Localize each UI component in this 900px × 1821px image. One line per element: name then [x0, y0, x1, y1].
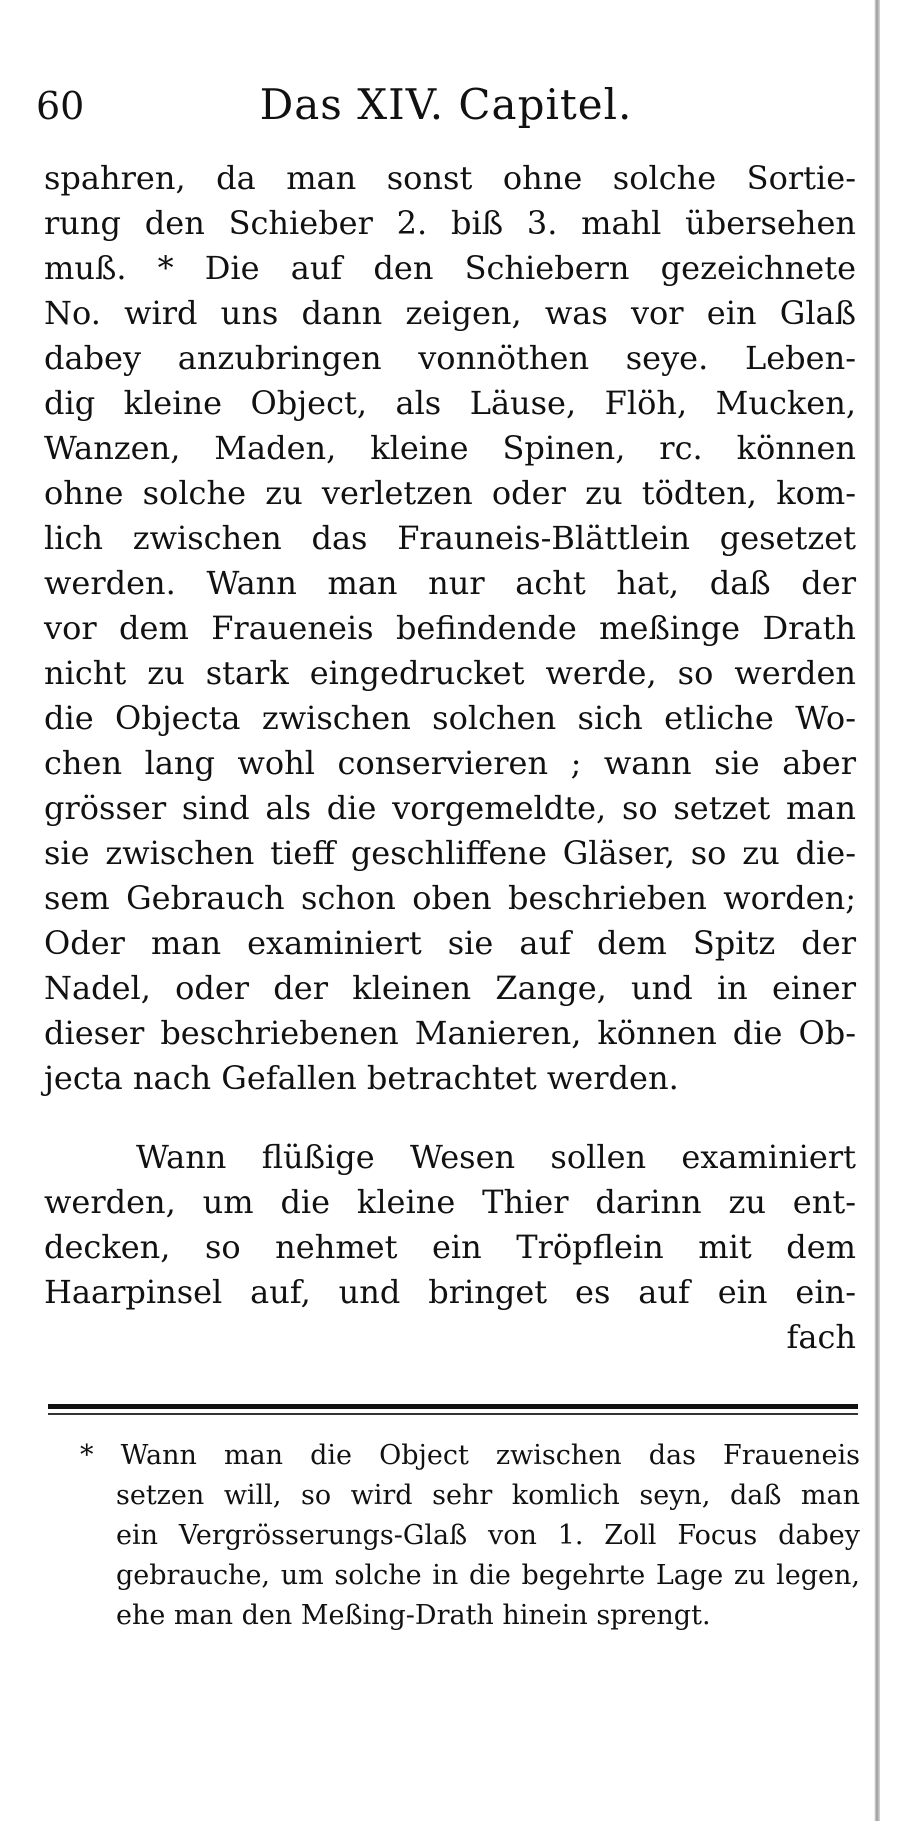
text-line: die Objecta zwischen solchen sich etliche Wo-: [44, 699, 856, 737]
text-line: No. wird uns dann zeigen, was vor ein Glaß: [44, 294, 856, 332]
text-line: decken, so nehmet ein Tröpflein mit dem: [44, 1228, 856, 1266]
footnote-line: * Wann man die Object zwischen das Fraueneis: [80, 1440, 860, 1471]
footnote: [80, 1436, 860, 1636]
text-line: Wann flüßige Wesen sollen examiniert: [136, 1138, 856, 1176]
text-line: chen lang wohl conservieren ; wann sie aber: [44, 744, 856, 782]
text-line: muß. * Die auf den Schiebern gezeichnete: [44, 249, 856, 287]
text-line: Oder man examiniert sie auf dem Spitz der: [44, 924, 856, 962]
footnote-line: setzen will, so wird sehr komlich seyn, daß man: [116, 1480, 860, 1511]
paragraph-2: [44, 1135, 856, 1360]
page-edge-shadow: [874, 0, 880, 1821]
footnote-line: ehe man den Meßing-Drath hinein sprengt.: [116, 1600, 711, 1631]
text-line: sem Gebrauch schon oben beschrieben worden;: [44, 879, 856, 917]
text-line: dieser beschriebenen Manieren, können die Ob-: [44, 1014, 856, 1052]
page-header: [36, 72, 856, 142]
footnote-line: ein Vergrösserungs-Glaß von 1. Zoll Focus dabey: [116, 1520, 860, 1551]
catchword: fach: [786, 1318, 856, 1356]
text-line: rung den Schieber 2. biß 3. mahl übersehen: [44, 204, 856, 242]
text-line: vor dem Fraueneis befindende meßinge Drath: [44, 609, 856, 647]
text-line: werden, um die kleine Thier darinn zu ent-: [44, 1183, 856, 1221]
text-line: Nadel, oder der kleinen Zange, und in einer: [44, 969, 856, 1007]
text-line: Haarpinsel auf, und bringet es auf ein ein-: [44, 1273, 856, 1311]
text-line: ohne solche zu verletzen oder zu tödten, kom-: [44, 474, 856, 512]
text-line: werden. Wann man nur acht hat, daß der: [44, 564, 856, 602]
text-line: grösser sind als die vorgemeldte, so setzet man: [44, 789, 856, 827]
running-title: Das XIV. Capitel.: [259, 80, 633, 129]
text-line: dabey anzubringen vonnöthen seye. Leben-: [44, 339, 856, 377]
footnote-line: gebrauche, um solche in die begehrte Lage zu legen,: [116, 1560, 860, 1591]
text-line: nicht zu stark eingedrucket werde, so werden: [44, 654, 856, 692]
text-line: spahren, da man sonst ohne solche Sortie-: [44, 159, 856, 197]
text-line: Wanzen, Maden, kleine Spinen, rc. können: [44, 429, 856, 467]
footnote-rule-thin: [48, 1413, 858, 1415]
paragraph-1: [44, 156, 856, 1101]
text-line: lich zwischen das Frauneis-Blättlein gesetzet: [44, 519, 856, 557]
page-number: 60: [36, 84, 85, 128]
text-line: jecta nach Gefallen betrachtet werden.: [44, 1059, 679, 1097]
text-line: dig kleine Object, als Läuse, Flöh, Mucken,: [44, 384, 856, 422]
text-line: sie zwischen tieff geschliffene Gläser, so zu die-: [44, 834, 856, 872]
footnote-rule: [48, 1404, 858, 1409]
